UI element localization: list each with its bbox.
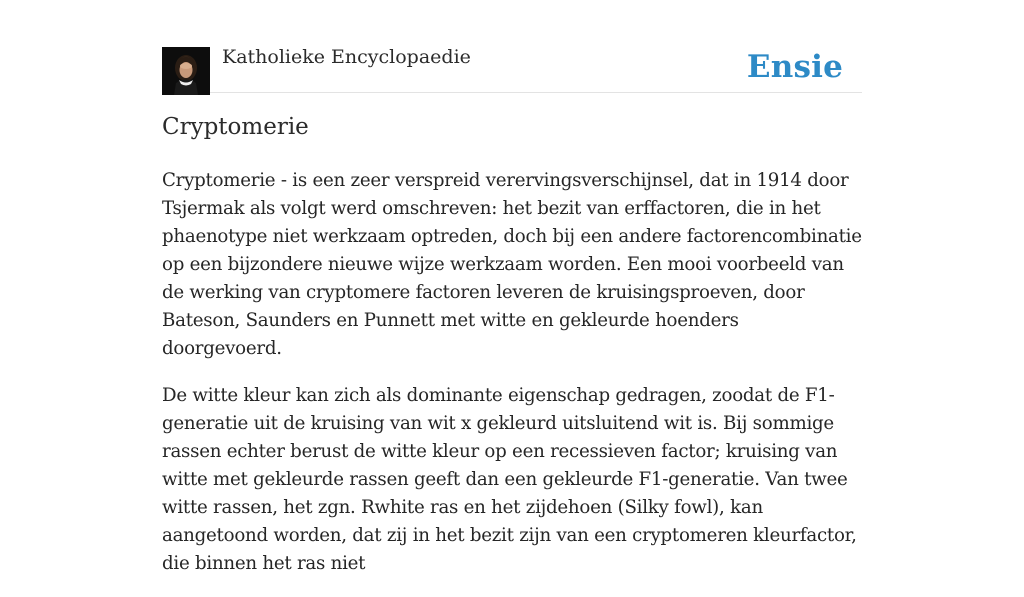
article-paragraph: De witte kleur kan zich als dominante eigenschap gedragen, zoodat de F1-generatie uit de kruising van wit x gekleurd uitsluitend wit is. Bij sommige rassen echter berust de witte kleur op een recessieven factor; kruising van witte met gekleurde rassen geeft dan een gekleurde F1-generatie. Van twee witte rassen, het zgn. Rwhite ras en het zijdehoen (Silky fowl), kan aangetoond worden, dat zij in het bezit zijn van een cryptomeren kleurfactor, die binnen het ras niet	[162, 385, 857, 574]
article-title: Cryptomerie	[162, 114, 309, 140]
article-page	[162, 0, 862, 574]
site-header	[162, 44, 862, 93]
portrait-avatar-icon[interactable]	[162, 47, 210, 95]
article-body	[162, 167, 862, 597]
source-name[interactable]: Katholieke Encyclopaedie	[222, 46, 471, 68]
article-paragraph: Cryptomerie - is een zeer verspreid verervingsverschijnsel, dat in 1914 door Tsjermak als volgt werd omschreven: het bezit van erffactoren, die in het phaenotype niet werkzaam optreden, doch bij een andere factorencombinatie op een bijzondere nieuwe wijze werkzaam worden. Een mooi voorbeeld van de werking van cryptomere factoren leveren de kruisingsproeven, door Bateson, Saunders en Punnett met witte en gekleurde hoenders doorgevoerd.	[162, 170, 862, 359]
brand-logo[interactable]: Ensie	[746, 49, 843, 85]
